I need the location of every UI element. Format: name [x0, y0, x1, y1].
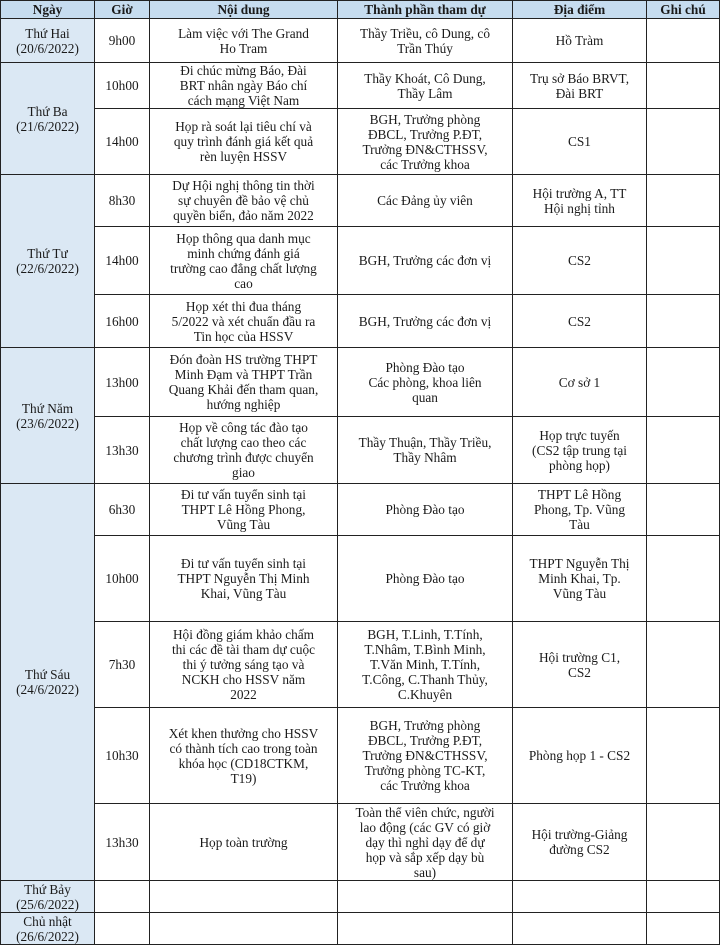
participants-cell: BGH, Trưởng phòng ĐBCL, Trưởng P.ĐT, Trưởng ĐN&CTHSSV, các Trưởng khoa — [338, 109, 513, 175]
time-cell: 16h00 — [95, 295, 150, 348]
content-cell: Họp rà soát lại tiêu chí và quy trình đánh giá kết quả rèn luyện HSSV — [150, 109, 338, 175]
note-cell — [647, 484, 720, 536]
day-cell: Thứ Năm (23/6/2022) — [1, 348, 95, 484]
location-cell: THPT Nguyễn Thị Minh Khai, Tp. Vũng Tàu — [513, 536, 647, 622]
content-cell: Họp xét thi đua tháng 5/2022 và xét chuẩn đầu ra Tin học của HSSV — [150, 295, 338, 348]
participants-cell: Phòng Đào tạo — [338, 484, 513, 536]
table-header — [1, 1, 720, 19]
table-row — [1, 175, 720, 227]
note-cell — [647, 63, 720, 109]
note-cell — [647, 417, 720, 484]
participants-cell: Thầy Khoát, Cô Dung, Thầy Lâm — [338, 63, 513, 109]
content-cell: Hội đồng giám khảo chấm thi các đề tài tham dự cuộc thi ý tưởng sáng tạo và NCKH cho HSSV năm 2022 — [150, 622, 338, 708]
table-row — [1, 109, 720, 175]
time-cell: 13h30 — [95, 417, 150, 484]
time-cell: 13h00 — [95, 348, 150, 417]
table-row — [1, 295, 720, 348]
table-row — [1, 536, 720, 622]
note-cell — [647, 913, 720, 945]
table-body — [1, 19, 720, 945]
column-header-day: Ngày — [1, 1, 95, 19]
time-cell — [95, 913, 150, 945]
time-cell: 6h30 — [95, 484, 150, 536]
note-cell — [647, 348, 720, 417]
time-cell: 13h30 — [95, 804, 150, 881]
day-cell: Thứ Hai (20/6/2022) — [1, 19, 95, 63]
participants-cell: BGH, Trưởng các đơn vị — [338, 227, 513, 295]
table-row — [1, 63, 720, 109]
content-cell — [150, 881, 338, 913]
column-header-content: Nội dung — [150, 1, 338, 19]
note-cell — [647, 804, 720, 881]
participants-cell: Toàn thể viên chức, người lao động (các GV có giờ dạy thì nghỉ dạy để dự họp và sắp xếp dạy bù sau) — [338, 804, 513, 881]
location-cell — [513, 881, 647, 913]
location-cell: Phòng họp 1 - CS2 — [513, 708, 647, 804]
content-cell: Đón đoàn HS trường THPT Minh Đạm và THPT Trần Quang Khải đến tham quan, hướng nghiệp — [150, 348, 338, 417]
day-cell: Thứ Ba (21/6/2022) — [1, 63, 95, 175]
time-cell: 10h00 — [95, 63, 150, 109]
day-cell: Thứ Tư (22/6/2022) — [1, 175, 95, 348]
participants-cell: Các Đảng ủy viên — [338, 175, 513, 227]
time-cell: 8h30 — [95, 175, 150, 227]
location-cell: Hội trường A, TT Hội nghị tỉnh — [513, 175, 647, 227]
column-header-participants: Thành phần tham dự — [338, 1, 513, 19]
content-cell: Dự Hội nghị thông tin thời sự chuyên đề bảo vệ chủ quyền biển, đảo năm 2022 — [150, 175, 338, 227]
location-cell: THPT Lê Hồng Phong, Tp. Vũng Tàu — [513, 484, 647, 536]
participants-cell: BGH, Trưởng phòng ĐBCL, Trưởng P.ĐT, Trưởng ĐN&CTHSSV, Trưởng phòng TC-KT, các Trưởng khoa — [338, 708, 513, 804]
location-cell: Hội trường C1, CS2 — [513, 622, 647, 708]
location-cell: CS2 — [513, 227, 647, 295]
location-cell — [513, 913, 647, 945]
location-cell: Cơ sở 1 — [513, 348, 647, 417]
table-row — [1, 348, 720, 417]
time-cell — [95, 881, 150, 913]
participants-cell: Thầy Triều, cô Dung, cô Trần Thúy — [338, 19, 513, 63]
note-cell — [647, 175, 720, 227]
participants-cell — [338, 881, 513, 913]
content-cell: Họp thông qua danh mục minh chứng đánh giá trường cao đẳng chất lượng cao — [150, 227, 338, 295]
note-cell — [647, 19, 720, 63]
note-cell — [647, 708, 720, 804]
table-row — [1, 19, 720, 63]
table-row — [1, 484, 720, 536]
location-cell: Hội trường-Giảng đường CS2 — [513, 804, 647, 881]
time-cell: 10h30 — [95, 708, 150, 804]
participants-cell: Phòng Đào tạo Các phòng, khoa liên quan — [338, 348, 513, 417]
table-row — [1, 227, 720, 295]
day-cell: Thứ Bảy (25/6/2022) — [1, 881, 95, 913]
content-cell: Làm việc với The Grand Ho Tram — [150, 19, 338, 63]
location-cell: CS1 — [513, 109, 647, 175]
time-cell: 7h30 — [95, 622, 150, 708]
table-row — [1, 708, 720, 804]
note-cell — [647, 881, 720, 913]
location-cell: Họp trực tuyến (CS2 tập trung tại phòng họp) — [513, 417, 647, 484]
table-row — [1, 622, 720, 708]
location-cell: Trụ sở Báo BRVT, Đài BRT — [513, 63, 647, 109]
note-cell — [647, 227, 720, 295]
table-row — [1, 417, 720, 484]
participants-cell: BGH, T.Linh, T.Tính, T.Nhâm, T.Bình Minh, T.Văn Minh, T.Tính, T.Công, C.Thanh Thủy, C.Khuyên — [338, 622, 513, 708]
header-row — [1, 1, 720, 19]
note-cell — [647, 536, 720, 622]
time-cell: 14h00 — [95, 109, 150, 175]
participants-cell — [338, 913, 513, 945]
day-cell: Thứ Sáu (24/6/2022) — [1, 484, 95, 881]
content-cell: Đi chúc mừng Báo, Đài BRT nhân ngày Báo chí cách mạng Việt Nam — [150, 63, 338, 109]
participants-cell: BGH, Trưởng các đơn vị — [338, 295, 513, 348]
table-row — [1, 913, 720, 945]
participants-cell: Phòng Đào tạo — [338, 536, 513, 622]
day-cell: Chủ nhật (26/6/2022) — [1, 913, 95, 945]
column-header-location: Địa điểm — [513, 1, 647, 19]
content-cell: Xét khen thưởng cho HSSV có thành tích cao trong toàn khóa học (CD18CTKM, T19) — [150, 708, 338, 804]
location-cell: CS2 — [513, 295, 647, 348]
table-row — [1, 881, 720, 913]
column-header-note: Ghi chú — [647, 1, 720, 19]
table-row — [1, 804, 720, 881]
location-cell: Hồ Tràm — [513, 19, 647, 63]
note-cell — [647, 622, 720, 708]
time-cell: 9h00 — [95, 19, 150, 63]
content-cell — [150, 913, 338, 945]
participants-cell: Thầy Thuận, Thầy Triều, Thầy Nhâm — [338, 417, 513, 484]
content-cell: Họp toàn trường — [150, 804, 338, 881]
note-cell — [647, 295, 720, 348]
content-cell: Họp về công tác đào tạo chất lượng cao theo các chương trình được chuyển giao — [150, 417, 338, 484]
column-header-time: Giờ — [95, 1, 150, 19]
content-cell: Đi tư vấn tuyển sinh tại THPT Nguyễn Thị Minh Khai, Vũng Tàu — [150, 536, 338, 622]
time-cell: 10h00 — [95, 536, 150, 622]
content-cell: Đi tư vấn tuyển sinh tại THPT Lê Hồng Phong, Vũng Tàu — [150, 484, 338, 536]
time-cell: 14h00 — [95, 227, 150, 295]
note-cell — [647, 109, 720, 175]
